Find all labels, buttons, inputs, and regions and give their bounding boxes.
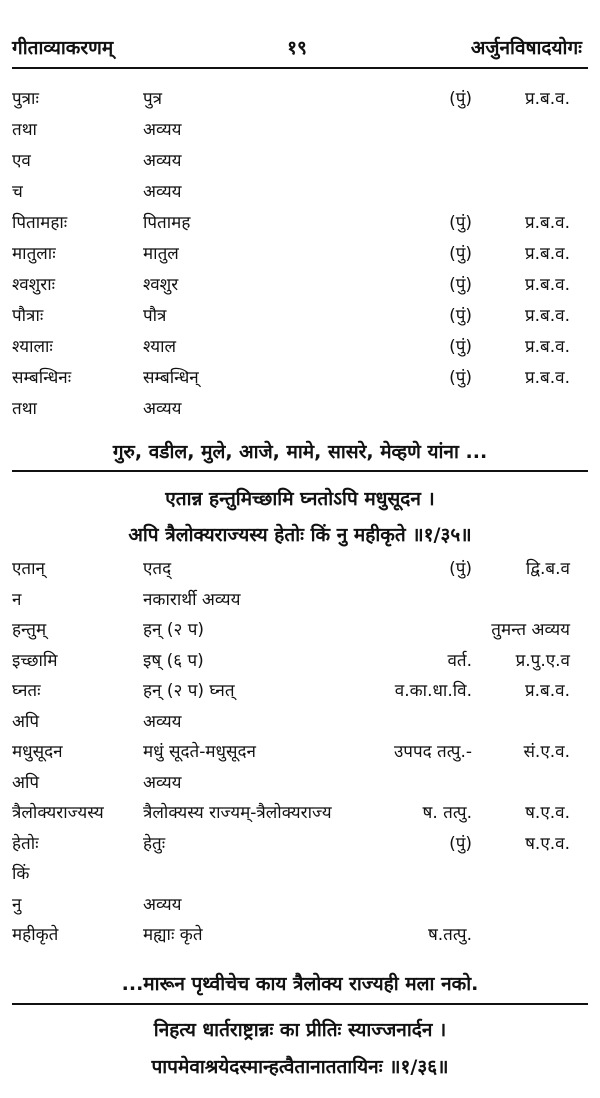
gender-cell: (पुं) [449,337,472,357]
table-row [0,148,600,178]
gender-cell: (पुं) [449,213,472,233]
gender-cell: (पुं) [449,244,472,264]
form-cell: प्र.ब.व. [524,306,570,326]
stem-cell: त्रैलोक्यस्य राज्यम्-त्रैलोक्यराज्य [143,803,332,823]
stem-cell: पुत्र [143,89,163,109]
word-cell: न [12,589,22,610]
form-cell: प्र.ब.व. [524,213,570,233]
form-cell: द्वि.ब.व [525,559,570,579]
stem-cell: अव्यय [143,711,182,732]
table-row [0,922,600,952]
verse-36-line-1: निहत्य धार्तराष्ट्रान्नः का प्रीतिः स्याज्जनार्दन । [153,1019,447,1041]
table-row [0,648,600,678]
word-cell: हन्तुम् [12,620,47,640]
table-row [0,861,600,891]
gender-cell: वर्त. [447,650,472,671]
word-cell: पितामहाः [12,213,68,233]
table-row [0,210,600,240]
stem-cell: अव्यय [143,772,182,793]
gender-cell: ष.तत्पु. [427,925,472,945]
verse-36-line-2: पापमेवाश्रयेदस्मान्हत्वैतानाततायिनः ॥१/३६॥ [151,1056,449,1078]
stem-cell: हन् (२ प) घ्नत् [143,681,235,701]
word-cell: तथा [12,399,37,419]
stem-cell: पौत्र [143,306,167,326]
table-row [0,334,600,364]
word-cell: पौत्राः [12,306,44,326]
section-rule-1 [12,470,588,472]
form-cell: प्र.ब.व. [524,89,570,109]
word-cell: एतान् [12,559,45,579]
table-row [0,617,600,647]
table-row [0,800,600,830]
stem-cell: मधुं सूदते-मधुसूदन [143,742,256,762]
word-cell: श्यालाः [12,337,53,357]
word-cell: च [12,182,23,202]
stem-cell: श्वशुर [143,275,179,295]
word-cell: अपि [12,772,40,793]
stem-cell: मह्याः कृते [143,925,203,945]
stem-cell: अव्यय [143,120,182,140]
word-cell: घ्नतः [12,681,41,701]
table-row [0,365,600,395]
gender-cell: व.का.धा.वि. [394,681,472,701]
form-cell: प्र.ब.व. [524,244,570,264]
form-cell: प्र.ब.व. [524,681,570,701]
table-row [0,179,600,209]
header-chapter-title: अर्जुनविषादयोगः [470,37,582,59]
gender-cell: (पुं) [449,833,472,854]
stem-cell: पितामह [143,213,191,233]
form-cell: प्र.ब.व. [524,337,570,357]
stem-cell: अव्यय [143,151,182,171]
table-row [0,770,600,800]
table-row [0,272,600,302]
gender-cell: (पुं) [449,306,472,326]
marathi-meaning-2: ...मारून पृथ्वीचेच काय त्रैलोक्य राज्यही मला नको. [121,973,479,995]
stem-cell: मातुल [143,244,179,264]
stem-cell: एतद् [143,559,172,579]
form-cell: ष.ए.व. [525,833,570,854]
stem-cell: अव्यय [143,894,182,915]
gender-cell: ष. तत्पु. [422,803,472,823]
word-cell: श्वशुराः [12,275,56,295]
word-cell: एव [12,151,31,171]
stem-cell: सम्बन्धिन् [143,368,199,388]
stem-cell: नकारार्थी अव्यय [143,589,241,610]
gender-cell: उपपद तत्पु.- [393,742,472,762]
table-row [0,117,600,147]
word-cell: अपि [12,711,40,732]
verse-35-line-1: एतान्न हन्तुमिच्छामि घ्नतोऽपि मधुसूदन । [165,488,435,510]
gender-cell: (पुं) [449,368,472,388]
stem-cell: श्याल [143,337,177,357]
word-cell: मातुलाः [12,244,56,264]
stem-cell: हन् (२ प) [143,620,205,640]
word-cell: महीकृते [12,925,59,945]
word-cell: तथा [12,120,37,140]
word-cell: किं [12,864,30,884]
word-cell: मधुसूदन [12,742,63,762]
table-row [0,739,600,769]
word-cell: इच्छामि [12,650,58,671]
table-row [0,303,600,333]
section-rule-2 [12,1003,588,1005]
table-row [0,241,600,271]
gender-cell: (पुं) [449,275,472,295]
gender-cell: (पुं) [449,89,472,109]
table-row [0,556,600,586]
form-cell: प्र.पु.ए.व [515,650,570,671]
gender-cell: (पुं) [449,559,472,579]
word-cell: पुत्राः [12,89,39,109]
table-row [0,831,600,861]
form-cell: तुमन्त अव्यय [491,620,570,640]
word-cell: नु [12,894,22,915]
page-number: १९ [287,37,307,59]
table-row [0,86,600,116]
header-rule [12,67,588,69]
stem-cell: अव्यय [143,182,182,202]
form-cell: सं.ए.व. [523,742,570,762]
verse-35-line-2: अपि त्रैलोक्यराज्यस्य हेतोः किं नु महीकृते ॥१/३५॥ [128,524,472,546]
marathi-meaning-1: गुरु, वडील, मुले, आजे, मामे, सासरे, मेव्हणे यांना ... [112,441,488,463]
word-cell: त्रैलोक्यराज्यस्य [12,803,104,823]
table-row [0,892,600,922]
form-cell: ष.ए.व. [525,803,570,823]
word-cell: हेतोः [12,833,39,854]
form-cell: प्र.ब.व. [524,275,570,295]
table-row [0,587,600,617]
stem-cell: इष् (६ प) [143,650,204,671]
header-book-title: गीताव्याकरणम् [12,37,114,59]
word-cell: सम्बन्धिनः [12,368,72,388]
running-header [12,34,582,62]
stem-cell: हेतुः [143,833,166,854]
table-row [0,678,600,708]
stem-cell: अव्यय [143,399,182,419]
form-cell: प्र.ब.व. [524,368,570,388]
table-row [0,396,600,426]
table-row [0,709,600,739]
